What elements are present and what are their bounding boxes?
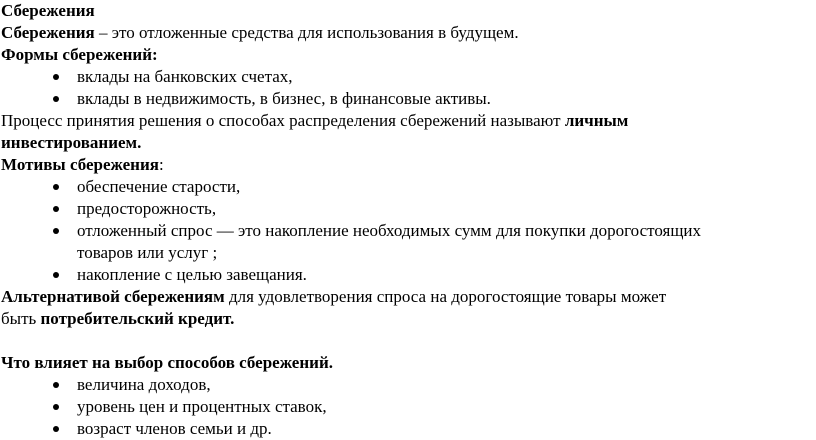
investing-line-2 — [1, 132, 806, 154]
factors-list — [1, 374, 806, 440]
bullet-icon — [53, 404, 59, 410]
list-item: обеспечение старости, — [1, 176, 806, 198]
document-title: Сбережения — [1, 1, 95, 20]
forms-list — [1, 66, 806, 110]
list-item: уровень цен и процентных ставок, — [1, 396, 806, 418]
alternative-bold: Альтернативой сбережениям — [1, 287, 225, 306]
factors-heading: Что влияет на выбор способов сбережений. — [1, 353, 333, 372]
definition-term: Сбережения — [1, 23, 95, 42]
bullet-icon — [53, 96, 59, 102]
bullet-icon — [53, 184, 59, 190]
list-item: предосторожность, — [1, 198, 806, 220]
bullet-icon — [53, 228, 59, 234]
bullet-icon — [53, 426, 59, 432]
alternative-bold-2: потребительский кредит. — [40, 309, 235, 328]
alternative-line: Альтернативой сбережениям для удовлетворения спроса на дорогостоящие товары может — [1, 287, 667, 306]
forms-heading: Формы сбережений: — [1, 45, 158, 64]
definition-text: – это отложенные средства для использования в будущем. — [94, 23, 519, 42]
investing-bold-2: инвестированием. — [1, 133, 142, 152]
motives-heading: Мотивы сбережения: — [1, 155, 164, 174]
bullet-icon — [53, 206, 59, 212]
bullet-icon — [53, 272, 59, 278]
alternative-line-2: быть потребительский кредит. — [1, 309, 235, 328]
list-item: вклады на банковских счетах, — [1, 66, 806, 88]
bullet-icon — [53, 74, 59, 80]
bullet-icon — [53, 382, 59, 388]
definition-line — [1, 22, 806, 44]
list-item: вклады в недвижимость, в бизнес, в финансовые активы. — [1, 88, 806, 110]
motives-list — [1, 176, 806, 286]
spacer — [1, 330, 806, 352]
list-item: величина доходов, — [1, 374, 806, 396]
investing-bold-1: личным — [564, 111, 629, 130]
list-item: накопление с целью завещания. — [1, 264, 806, 286]
investing-line: Процесс принятия решения о способах распределения сбережений называют личным — [1, 111, 629, 130]
list-item: возраст членов семьи и др. — [1, 418, 806, 440]
list-item: отложенный спрос — это накопление необходимых сумм для покупки дорогостоящих товаров или услуг ; — [1, 220, 806, 264]
